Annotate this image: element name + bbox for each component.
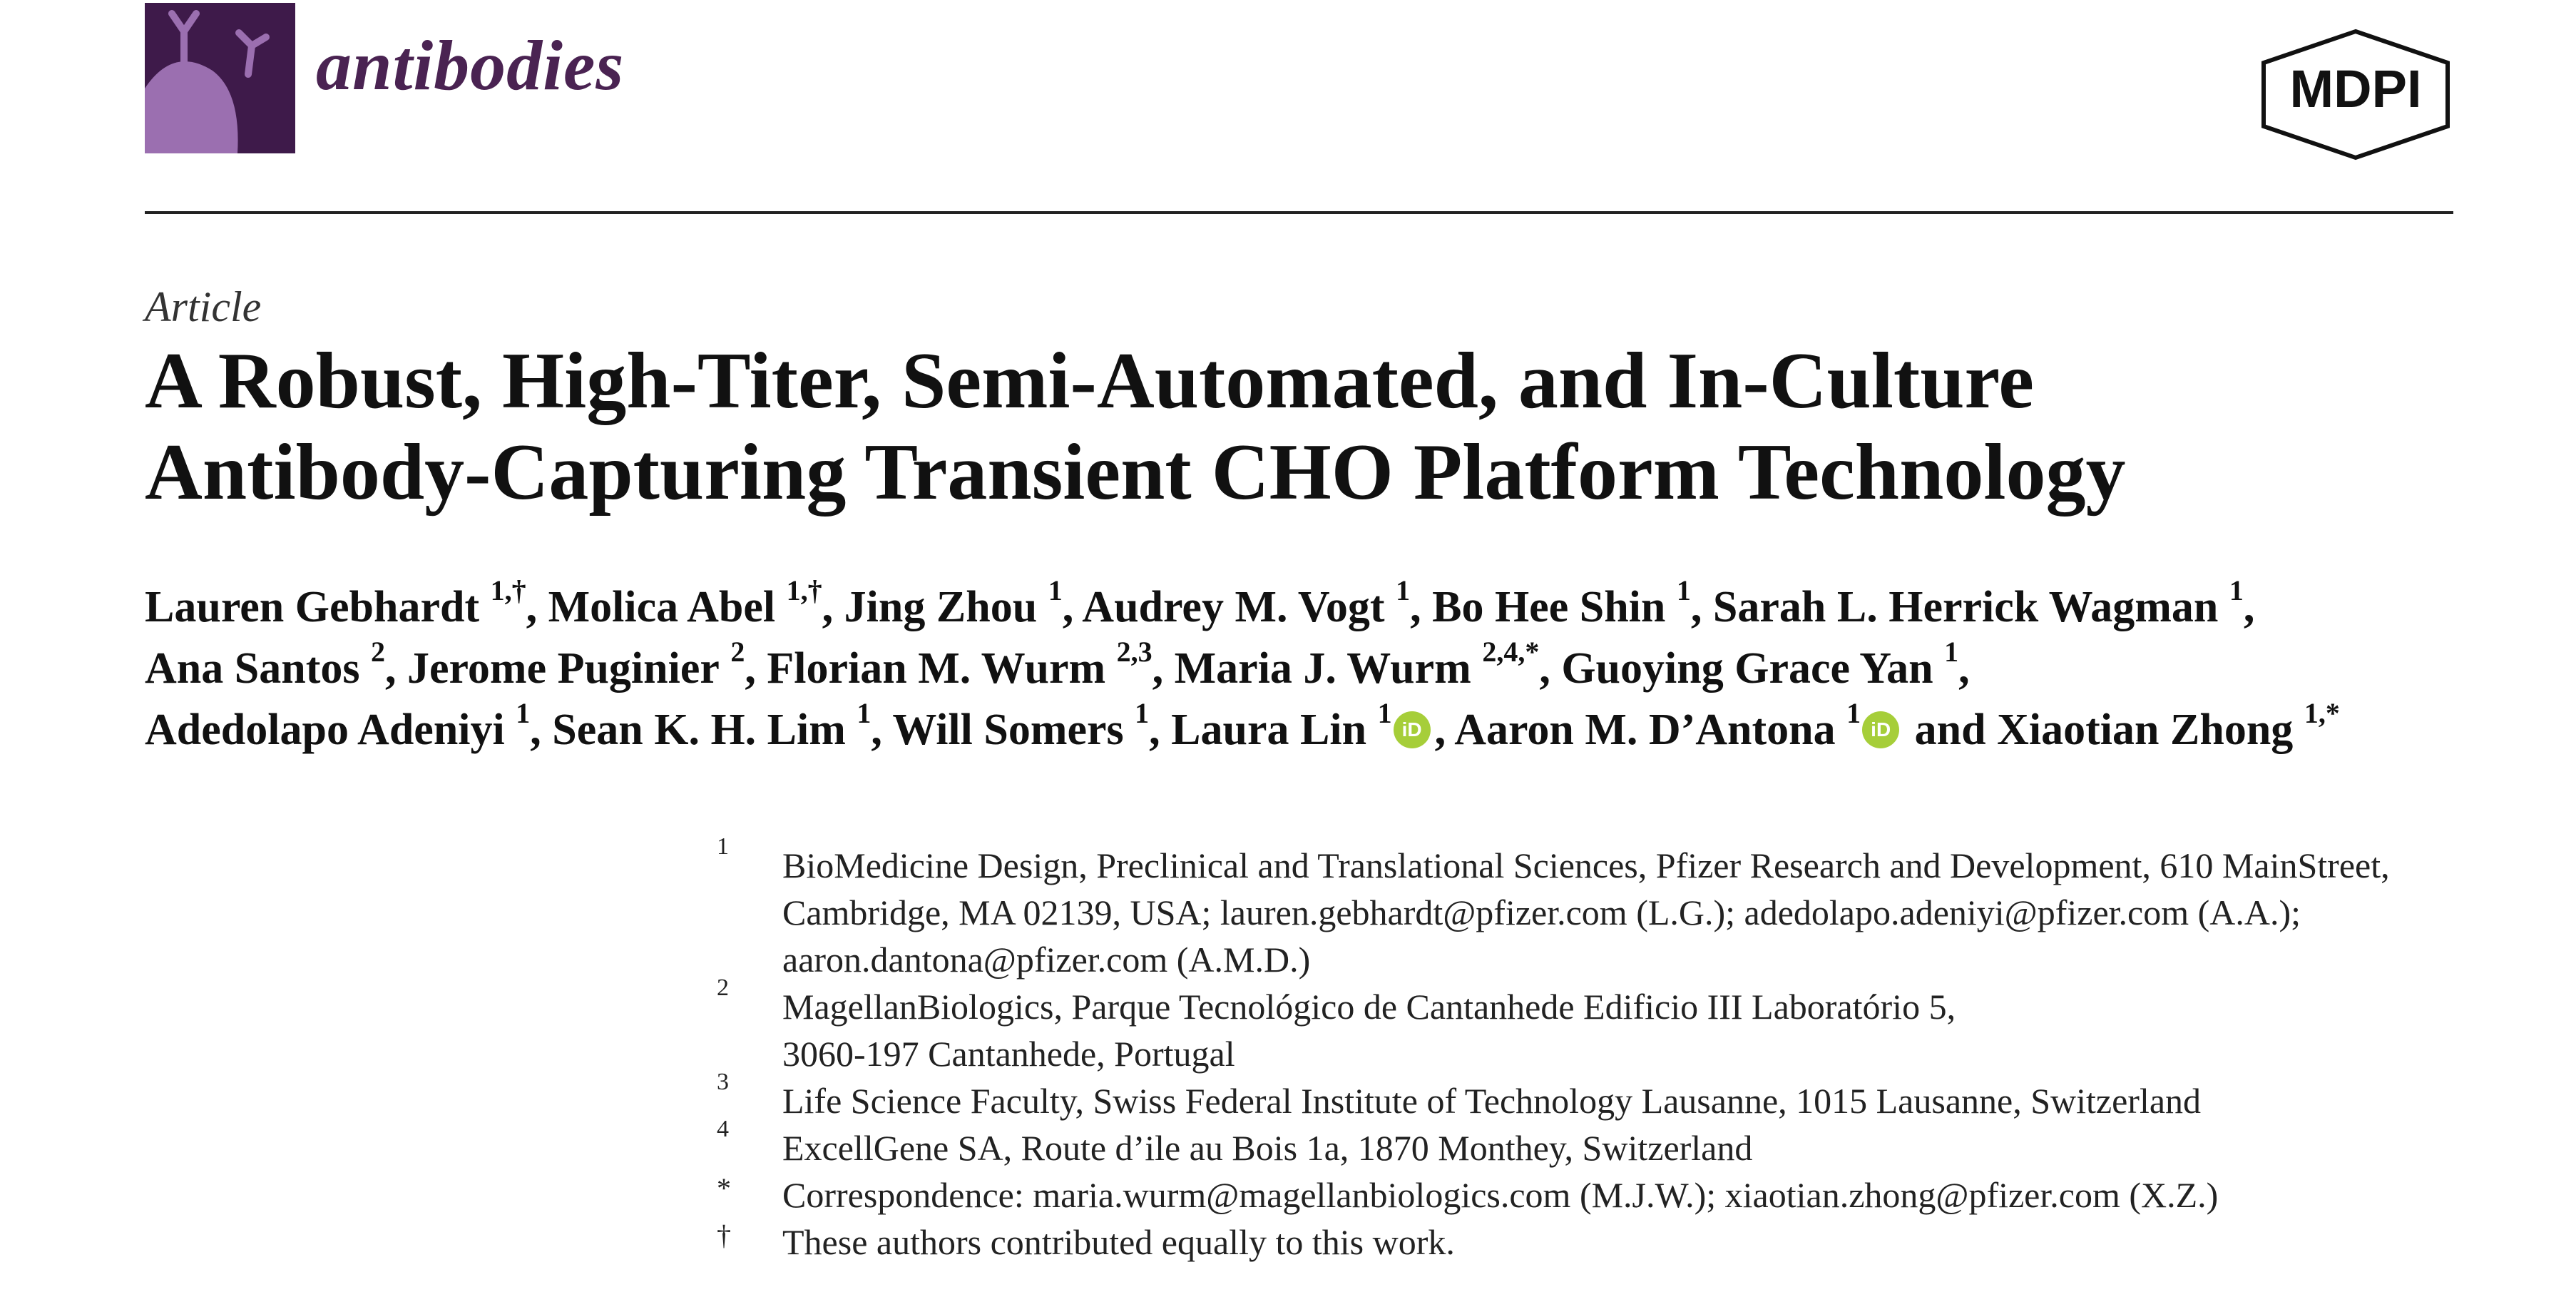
- author-affiliation-marker: 1: [1944, 636, 1959, 668]
- author-separator: ,: [1152, 644, 1164, 693]
- affiliation-item: [717, 975, 2542, 1077]
- orcid-icon[interactable]: iD: [1394, 711, 1431, 748]
- affiliation-item: [717, 1171, 2542, 1219]
- author-affiliation-marker: 1: [1135, 697, 1150, 730]
- author-separator: ,: [1149, 706, 1160, 754]
- author: [1997, 697, 2340, 754]
- antibodies-logo: [145, 3, 295, 153]
- author: [145, 636, 385, 693]
- affiliation-text-line: 3060-197 Cantanhede, Portugal: [782, 1034, 1235, 1074]
- author-list: [145, 576, 2555, 761]
- author-name: Aaron M. D’Antona: [1454, 706, 1836, 754]
- author: [1454, 697, 1903, 754]
- author-line: [145, 638, 2555, 699]
- author: [1712, 574, 2244, 631]
- author-affiliation-marker: 1: [1048, 574, 1063, 607]
- affiliation-marker: *: [717, 1172, 731, 1204]
- author-separator: ,: [1690, 583, 1702, 631]
- author-affiliation-marker: 1,†: [786, 574, 822, 607]
- author: [1174, 636, 1540, 693]
- author: [145, 697, 531, 754]
- author-separator: ,: [1539, 644, 1550, 693]
- affiliation-text-line: Cambridge, MA 02139, USA; lauren.gebhardt@pfizer.com (L.G.); adedolapo.adeniyi@pfizer.com (A.A.);: [782, 892, 2301, 932]
- author-affiliation-marker: 1: [1377, 697, 1392, 730]
- author-name: Bo Hee Shin: [1432, 583, 1666, 631]
- journal-name: antibodies: [316, 26, 625, 105]
- article-title: [145, 335, 2498, 518]
- author: [1171, 697, 1434, 754]
- author-affiliation-marker: 2,3: [1116, 636, 1152, 668]
- author-name: Florian M. Wurm: [767, 644, 1106, 693]
- author: [892, 697, 1150, 754]
- affiliation-text-line: BioMedicine Design, Preclinical and Translational Sciences, Pfizer Research and Development, 610 MainStreet,: [782, 845, 2390, 885]
- orcid-icon[interactable]: iD: [1862, 711, 1899, 748]
- author: [1082, 574, 1411, 631]
- author-affiliation-marker: 1,*: [2304, 697, 2340, 730]
- author-affiliation-marker: 2: [730, 636, 745, 668]
- author-affiliation-marker: 1,†: [490, 574, 526, 607]
- author-separator: ,: [385, 644, 397, 693]
- author-affiliation-marker: 1: [2229, 574, 2244, 607]
- mdpi-logo-text: MDPI: [2289, 59, 2422, 118]
- author-name: Laura Lin: [1171, 706, 1367, 754]
- author-name: Adedolapo Adeniyi: [145, 706, 505, 754]
- affiliation-item: [717, 833, 2542, 983]
- mdpi-logo: [2259, 29, 2452, 161]
- affiliations-list: [717, 833, 2542, 1266]
- author-separator: ,: [871, 706, 882, 754]
- author-name: Jerome Puginier: [407, 644, 720, 693]
- author: [844, 574, 1063, 631]
- author-name: Sarah L. Herrick Wagman: [1712, 583, 2219, 631]
- author: [1432, 574, 1691, 631]
- author: [548, 574, 822, 631]
- author-name: Xiaotian Zhong: [1997, 706, 2294, 754]
- affiliation-item: [717, 1219, 2542, 1266]
- affiliation-item: [717, 1116, 2542, 1171]
- title-line-2: Antibody-Capturing Transient CHO Platform Technology: [145, 428, 2126, 517]
- author: [145, 574, 526, 631]
- author-separator: ,: [1062, 583, 1074, 631]
- author-conjunction: and: [1914, 706, 1986, 754]
- author-name: Sean K. H. Lim: [552, 706, 846, 754]
- affiliation-text-line: Life Science Faculty, Swiss Federal Institute of Technology Lausanne, 1015 Lausanne, Switzerland: [782, 1081, 2202, 1121]
- page-header: [0, 0, 2576, 214]
- author-name: Molica Abel: [548, 583, 776, 631]
- author-affiliation-marker: 1: [1396, 574, 1411, 607]
- article-type: Article: [145, 283, 262, 330]
- header-divider: [145, 211, 2453, 214]
- author: [407, 636, 745, 693]
- author-separator: ,: [822, 583, 834, 631]
- author-name: Audrey M. Vogt: [1082, 583, 1385, 631]
- affiliation-text-line: aaron.dantona@pfizer.com (A.M.D.): [782, 940, 1311, 980]
- affiliation-marker: 4: [717, 1116, 729, 1142]
- author-separator: ,: [1958, 644, 1970, 693]
- author-name: Maria J. Wurm: [1174, 644, 1471, 693]
- author: [1561, 636, 1959, 693]
- affiliation-marker: 1: [717, 833, 729, 860]
- author-name: Ana Santos: [145, 644, 360, 693]
- author-separator: ,: [1434, 706, 1446, 754]
- author-separator: ,: [530, 706, 541, 754]
- author-separator: ,: [745, 644, 756, 693]
- author-affiliation-marker: 1: [1676, 574, 1691, 607]
- author-affiliation-marker: 1: [1846, 697, 1861, 730]
- author-affiliation-marker: 2,4,*: [1482, 636, 1540, 668]
- affiliation-item: [717, 1069, 2542, 1124]
- affiliation-marker: †: [717, 1219, 731, 1251]
- author-name: Lauren Gebhardt: [145, 583, 480, 631]
- author-separator: ,: [2243, 583, 2255, 631]
- affiliation-marker: 2: [717, 975, 729, 1001]
- affiliation-text-line: ExcellGene SA, Route d’ile au Bois 1a, 1870 Monthey, Switzerland: [782, 1128, 1753, 1168]
- author: [552, 697, 872, 754]
- author-affiliation-marker: 1: [857, 697, 872, 730]
- affiliation-text-line: MagellanBiologics, Parque Tecnológico de Cantanhede Edificio III Laboratório 5,: [782, 987, 1956, 1027]
- author-name: Guoying Grace Yan: [1561, 644, 1933, 693]
- affiliation-marker: 3: [717, 1069, 729, 1095]
- author-separator: ,: [1410, 583, 1421, 631]
- affiliation-text-line: Correspondence: maria.wurm@magellanbiologics.com (M.J.W.); xiaotian.zhong@pfizer.com (X.Z.): [782, 1175, 2219, 1215]
- author-name: Will Somers: [892, 706, 1124, 754]
- author-line: [145, 699, 2555, 761]
- author-affiliation-marker: 2: [371, 636, 385, 668]
- author-line: [145, 576, 2555, 638]
- author: [767, 636, 1152, 693]
- author-name: Jing Zhou: [844, 583, 1038, 631]
- affiliation-text-line: These authors contributed equally to this work.: [782, 1222, 1455, 1262]
- author-separator: ,: [526, 583, 538, 631]
- author-affiliation-marker: 1: [516, 697, 531, 730]
- title-line-1: A Robust, High-Titer, Semi-Automated, and In-Culture: [145, 337, 2034, 425]
